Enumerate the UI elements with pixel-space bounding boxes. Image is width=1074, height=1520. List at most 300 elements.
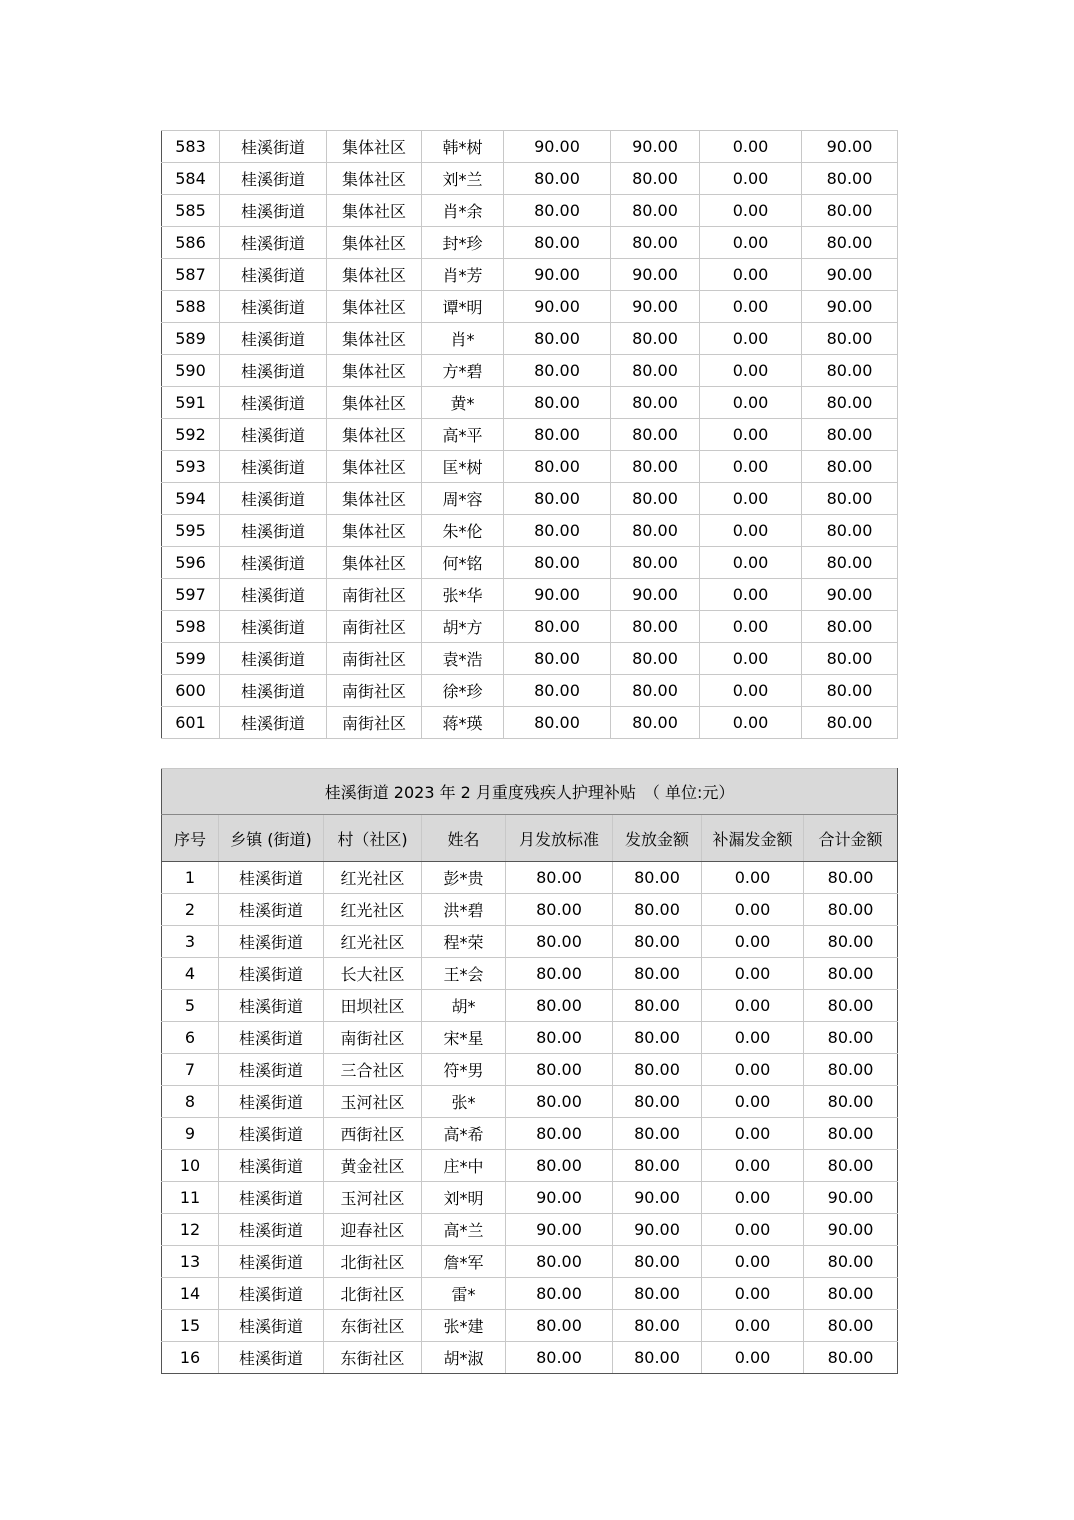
community-cell: 黄金社区 xyxy=(324,1150,422,1182)
table-row xyxy=(162,195,898,227)
town-cell: 桂溪街道 xyxy=(219,990,324,1022)
payment-amount-cell: 90.00 xyxy=(611,131,700,163)
name-cell: 程*荣 xyxy=(422,926,506,958)
town-cell: 桂溪街道 xyxy=(219,1342,324,1374)
town-cell: 桂溪街道 xyxy=(220,643,327,675)
town-cell: 桂溪街道 xyxy=(219,1054,324,1086)
monthly-standard-cell: 90.00 xyxy=(504,131,611,163)
payment-amount-cell: 80.00 xyxy=(613,1278,702,1310)
table-row xyxy=(162,387,898,419)
community-cell: 东街社区 xyxy=(324,1310,422,1342)
town-cell: 桂溪街道 xyxy=(220,131,327,163)
seq-cell: 16 xyxy=(162,1342,219,1374)
total-amount-cell: 80.00 xyxy=(802,355,898,387)
town-cell: 桂溪街道 xyxy=(219,958,324,990)
column-header-seq: 序号 xyxy=(162,815,219,862)
seq-cell: 3 xyxy=(162,926,219,958)
supplement-amount-cell: 0.00 xyxy=(702,1118,804,1150)
name-cell: 方*碧 xyxy=(422,355,504,387)
monthly-standard-cell: 80.00 xyxy=(504,515,611,547)
seq-cell: 15 xyxy=(162,1310,219,1342)
supplement-amount-cell: 0.00 xyxy=(702,958,804,990)
table-header-row xyxy=(162,815,898,862)
table-row xyxy=(162,675,898,707)
table-row xyxy=(162,643,898,675)
town-cell: 桂溪街道 xyxy=(219,926,324,958)
community-cell: 集体社区 xyxy=(327,419,422,451)
total-amount-cell: 80.00 xyxy=(802,419,898,451)
table-row xyxy=(162,990,898,1022)
payment-amount-cell: 90.00 xyxy=(613,1182,702,1214)
supplement-amount-cell: 0.00 xyxy=(700,451,802,483)
community-cell: 集体社区 xyxy=(327,291,422,323)
table-row xyxy=(162,547,898,579)
subsidy-table-continued xyxy=(161,130,898,739)
table-row xyxy=(162,1054,898,1086)
total-amount-cell: 80.00 xyxy=(802,547,898,579)
total-amount-cell: 80.00 xyxy=(802,515,898,547)
town-cell: 桂溪街道 xyxy=(220,291,327,323)
monthly-standard-cell: 80.00 xyxy=(506,1150,613,1182)
table-b-body xyxy=(162,862,898,1374)
table-row xyxy=(162,1246,898,1278)
community-cell: 田坝社区 xyxy=(324,990,422,1022)
total-amount-cell: 80.00 xyxy=(804,1278,898,1310)
total-amount-cell: 80.00 xyxy=(802,483,898,515)
seq-cell: 586 xyxy=(162,227,220,259)
total-amount-cell: 80.00 xyxy=(804,1054,898,1086)
table-row xyxy=(162,1022,898,1054)
community-cell: 集体社区 xyxy=(327,259,422,291)
supplement-amount-cell: 0.00 xyxy=(702,1150,804,1182)
seq-cell: 1 xyxy=(162,862,219,894)
seq-cell: 584 xyxy=(162,163,220,195)
table-title: 桂溪街道 2023 年 2 月重度残疾人护理补贴 （ 单位:元） xyxy=(162,769,898,815)
table-row xyxy=(162,291,898,323)
supplement-amount-cell: 0.00 xyxy=(702,1022,804,1054)
community-cell: 玉河社区 xyxy=(324,1086,422,1118)
column-header-town: 乡镇 (街道) xyxy=(219,815,324,862)
community-cell: 集体社区 xyxy=(327,323,422,355)
total-amount-cell: 80.00 xyxy=(802,675,898,707)
seq-cell: 8 xyxy=(162,1086,219,1118)
table-row xyxy=(162,1118,898,1150)
monthly-standard-cell: 80.00 xyxy=(506,990,613,1022)
seq-cell: 9 xyxy=(162,1118,219,1150)
table-row xyxy=(162,227,898,259)
column-header-community: 村（社区) xyxy=(324,815,422,862)
seq-cell: 593 xyxy=(162,451,220,483)
seq-cell: 590 xyxy=(162,355,220,387)
town-cell: 桂溪街道 xyxy=(220,387,327,419)
monthly-standard-cell: 80.00 xyxy=(504,195,611,227)
town-cell: 桂溪街道 xyxy=(219,1182,324,1214)
column-header-total-amount: 合计金额 xyxy=(804,815,898,862)
town-cell: 桂溪街道 xyxy=(220,483,327,515)
table-row xyxy=(162,323,898,355)
name-cell: 张*建 xyxy=(422,1310,506,1342)
payment-amount-cell: 80.00 xyxy=(611,611,700,643)
monthly-standard-cell: 80.00 xyxy=(506,1342,613,1374)
table-row xyxy=(162,1278,898,1310)
payment-amount-cell: 80.00 xyxy=(613,894,702,926)
total-amount-cell: 80.00 xyxy=(804,1022,898,1054)
community-cell: 集体社区 xyxy=(327,355,422,387)
supplement-amount-cell: 0.00 xyxy=(700,355,802,387)
payment-amount-cell: 80.00 xyxy=(611,195,700,227)
community-cell: 集体社区 xyxy=(327,483,422,515)
table-row xyxy=(162,611,898,643)
town-cell: 桂溪街道 xyxy=(219,1118,324,1150)
total-amount-cell: 80.00 xyxy=(804,958,898,990)
seq-cell: 596 xyxy=(162,547,220,579)
total-amount-cell: 80.00 xyxy=(802,707,898,739)
seq-cell: 4 xyxy=(162,958,219,990)
supplement-amount-cell: 0.00 xyxy=(702,1310,804,1342)
table-row xyxy=(162,1182,898,1214)
name-cell: 庄*中 xyxy=(422,1150,506,1182)
town-cell: 桂溪街道 xyxy=(220,163,327,195)
supplement-amount-cell: 0.00 xyxy=(700,419,802,451)
supplement-amount-cell: 0.00 xyxy=(702,1278,804,1310)
seq-cell: 599 xyxy=(162,643,220,675)
community-cell: 北街社区 xyxy=(324,1246,422,1278)
supplement-amount-cell: 0.00 xyxy=(702,926,804,958)
monthly-standard-cell: 80.00 xyxy=(504,227,611,259)
payment-amount-cell: 80.00 xyxy=(613,990,702,1022)
community-cell: 集体社区 xyxy=(327,547,422,579)
payment-amount-cell: 80.00 xyxy=(611,419,700,451)
total-amount-cell: 90.00 xyxy=(802,259,898,291)
supplement-amount-cell: 0.00 xyxy=(700,579,802,611)
name-cell: 张*华 xyxy=(422,579,504,611)
payment-amount-cell: 80.00 xyxy=(613,1342,702,1374)
community-cell: 南街社区 xyxy=(327,707,422,739)
payment-amount-cell: 80.00 xyxy=(613,1246,702,1278)
total-amount-cell: 80.00 xyxy=(802,611,898,643)
supplement-amount-cell: 0.00 xyxy=(700,483,802,515)
monthly-standard-cell: 90.00 xyxy=(506,1182,613,1214)
community-cell: 北街社区 xyxy=(324,1278,422,1310)
town-cell: 桂溪街道 xyxy=(220,323,327,355)
table-row xyxy=(162,1310,898,1342)
name-cell: 高*平 xyxy=(422,419,504,451)
supplement-amount-cell: 0.00 xyxy=(702,1086,804,1118)
payment-amount-cell: 90.00 xyxy=(611,259,700,291)
community-cell: 红光社区 xyxy=(324,894,422,926)
town-cell: 桂溪街道 xyxy=(220,259,327,291)
column-header-name: 姓名 xyxy=(422,815,506,862)
name-cell: 何*铭 xyxy=(422,547,504,579)
town-cell: 桂溪街道 xyxy=(220,227,327,259)
monthly-standard-cell: 80.00 xyxy=(506,1054,613,1086)
payment-amount-cell: 80.00 xyxy=(611,163,700,195)
payment-amount-cell: 80.00 xyxy=(611,515,700,547)
supplement-amount-cell: 0.00 xyxy=(700,675,802,707)
name-cell: 徐*珍 xyxy=(422,675,504,707)
name-cell: 宋*星 xyxy=(422,1022,506,1054)
total-amount-cell: 80.00 xyxy=(804,926,898,958)
total-amount-cell: 80.00 xyxy=(804,862,898,894)
town-cell: 桂溪街道 xyxy=(219,1310,324,1342)
community-cell: 南街社区 xyxy=(327,675,422,707)
seq-cell: 587 xyxy=(162,259,220,291)
community-cell: 集体社区 xyxy=(327,515,422,547)
table-row xyxy=(162,862,898,894)
monthly-standard-cell: 80.00 xyxy=(504,643,611,675)
payment-amount-cell: 80.00 xyxy=(613,862,702,894)
supplement-amount-cell: 0.00 xyxy=(700,163,802,195)
monthly-standard-cell: 90.00 xyxy=(506,1214,613,1246)
total-amount-cell: 80.00 xyxy=(804,1310,898,1342)
payment-amount-cell: 80.00 xyxy=(611,483,700,515)
seq-cell: 588 xyxy=(162,291,220,323)
town-cell: 桂溪街道 xyxy=(219,1214,324,1246)
supplement-amount-cell: 0.00 xyxy=(702,1214,804,1246)
community-cell: 集体社区 xyxy=(327,195,422,227)
payment-amount-cell: 90.00 xyxy=(611,579,700,611)
seq-cell: 2 xyxy=(162,894,219,926)
town-cell: 桂溪街道 xyxy=(220,707,327,739)
supplement-amount-cell: 0.00 xyxy=(700,387,802,419)
payment-amount-cell: 80.00 xyxy=(611,355,700,387)
table-row xyxy=(162,926,898,958)
total-amount-cell: 80.00 xyxy=(804,1150,898,1182)
community-cell: 红光社区 xyxy=(324,926,422,958)
community-cell: 东街社区 xyxy=(324,1342,422,1374)
payment-amount-cell: 80.00 xyxy=(611,451,700,483)
supplement-amount-cell: 0.00 xyxy=(702,1246,804,1278)
subsidy-table-feb-2023 xyxy=(161,768,898,1374)
community-cell: 南街社区 xyxy=(324,1022,422,1054)
town-cell: 桂溪街道 xyxy=(219,894,324,926)
table-row xyxy=(162,163,898,195)
monthly-standard-cell: 80.00 xyxy=(504,387,611,419)
community-cell: 南街社区 xyxy=(327,643,422,675)
payment-amount-cell: 80.00 xyxy=(611,643,700,675)
town-cell: 桂溪街道 xyxy=(219,1278,324,1310)
name-cell: 詹*军 xyxy=(422,1246,506,1278)
supplement-amount-cell: 0.00 xyxy=(700,291,802,323)
monthly-standard-cell: 80.00 xyxy=(506,1022,613,1054)
monthly-standard-cell: 90.00 xyxy=(504,259,611,291)
name-cell: 袁*浩 xyxy=(422,643,504,675)
community-cell: 迎春社区 xyxy=(324,1214,422,1246)
payment-amount-cell: 80.00 xyxy=(613,1150,702,1182)
name-cell: 高*希 xyxy=(422,1118,506,1150)
table-row xyxy=(162,483,898,515)
total-amount-cell: 80.00 xyxy=(802,451,898,483)
monthly-standard-cell: 80.00 xyxy=(506,1310,613,1342)
seq-cell: 14 xyxy=(162,1278,219,1310)
seq-cell: 601 xyxy=(162,707,220,739)
supplement-amount-cell: 0.00 xyxy=(702,1182,804,1214)
seq-cell: 585 xyxy=(162,195,220,227)
town-cell: 桂溪街道 xyxy=(219,862,324,894)
total-amount-cell: 80.00 xyxy=(802,323,898,355)
column-header-payment-amount: 发放金额 xyxy=(613,815,702,862)
monthly-standard-cell: 80.00 xyxy=(506,1086,613,1118)
town-cell: 桂溪街道 xyxy=(220,419,327,451)
community-cell: 集体社区 xyxy=(327,131,422,163)
seq-cell: 7 xyxy=(162,1054,219,1086)
supplement-amount-cell: 0.00 xyxy=(702,990,804,1022)
town-cell: 桂溪街道 xyxy=(220,515,327,547)
community-cell: 南街社区 xyxy=(327,579,422,611)
total-amount-cell: 80.00 xyxy=(804,1246,898,1278)
supplement-amount-cell: 0.00 xyxy=(700,707,802,739)
seq-cell: 594 xyxy=(162,483,220,515)
community-cell: 三合社区 xyxy=(324,1054,422,1086)
column-header-supplement-amount: 补漏发金额 xyxy=(702,815,804,862)
supplement-amount-cell: 0.00 xyxy=(702,894,804,926)
community-cell: 集体社区 xyxy=(327,387,422,419)
table-row xyxy=(162,579,898,611)
community-cell: 红光社区 xyxy=(324,862,422,894)
column-header-monthly-standard: 月发放标准 xyxy=(506,815,613,862)
supplement-amount-cell: 0.00 xyxy=(700,611,802,643)
total-amount-cell: 80.00 xyxy=(804,1118,898,1150)
payment-amount-cell: 80.00 xyxy=(611,227,700,259)
town-cell: 桂溪街道 xyxy=(219,1022,324,1054)
town-cell: 桂溪街道 xyxy=(220,355,327,387)
total-amount-cell: 80.00 xyxy=(804,1086,898,1118)
total-amount-cell: 80.00 xyxy=(804,990,898,1022)
monthly-standard-cell: 80.00 xyxy=(504,419,611,451)
payment-amount-cell: 80.00 xyxy=(613,958,702,990)
payment-amount-cell: 80.00 xyxy=(611,547,700,579)
town-cell: 桂溪街道 xyxy=(220,611,327,643)
total-amount-cell: 90.00 xyxy=(804,1214,898,1246)
name-cell: 雷* xyxy=(422,1278,506,1310)
payment-amount-cell: 80.00 xyxy=(613,1054,702,1086)
supplement-amount-cell: 0.00 xyxy=(702,862,804,894)
town-cell: 桂溪街道 xyxy=(220,579,327,611)
total-amount-cell: 90.00 xyxy=(804,1182,898,1214)
name-cell: 胡* xyxy=(422,990,506,1022)
name-cell: 刘*明 xyxy=(422,1182,506,1214)
total-amount-cell: 90.00 xyxy=(802,579,898,611)
monthly-standard-cell: 90.00 xyxy=(504,291,611,323)
town-cell: 桂溪街道 xyxy=(220,547,327,579)
payment-amount-cell: 80.00 xyxy=(613,926,702,958)
seq-cell: 597 xyxy=(162,579,220,611)
payment-amount-cell: 80.00 xyxy=(613,1118,702,1150)
table-row xyxy=(162,419,898,451)
table-row xyxy=(162,1150,898,1182)
table-row xyxy=(162,515,898,547)
seq-cell: 10 xyxy=(162,1150,219,1182)
payment-amount-cell: 90.00 xyxy=(613,1214,702,1246)
name-cell: 黄* xyxy=(422,387,504,419)
monthly-standard-cell: 80.00 xyxy=(506,1278,613,1310)
supplement-amount-cell: 0.00 xyxy=(700,515,802,547)
table-row xyxy=(162,894,898,926)
town-cell: 桂溪街道 xyxy=(219,1246,324,1278)
name-cell: 洪*碧 xyxy=(422,894,506,926)
supplement-amount-cell: 0.00 xyxy=(700,643,802,675)
name-cell: 匡*树 xyxy=(422,451,504,483)
monthly-standard-cell: 80.00 xyxy=(506,958,613,990)
community-cell: 西街社区 xyxy=(324,1118,422,1150)
seq-cell: 6 xyxy=(162,1022,219,1054)
town-cell: 桂溪街道 xyxy=(219,1086,324,1118)
name-cell: 蒋*瑛 xyxy=(422,707,504,739)
monthly-standard-cell: 80.00 xyxy=(504,707,611,739)
total-amount-cell: 80.00 xyxy=(804,1342,898,1374)
name-cell: 张* xyxy=(422,1086,506,1118)
payment-amount-cell: 80.00 xyxy=(611,387,700,419)
seq-cell: 592 xyxy=(162,419,220,451)
seq-cell: 591 xyxy=(162,387,220,419)
supplement-amount-cell: 0.00 xyxy=(700,195,802,227)
table-a-body xyxy=(162,131,898,739)
name-cell: 彭*贵 xyxy=(422,862,506,894)
monthly-standard-cell: 90.00 xyxy=(504,579,611,611)
town-cell: 桂溪街道 xyxy=(220,675,327,707)
supplement-amount-cell: 0.00 xyxy=(702,1342,804,1374)
table-row xyxy=(162,1342,898,1374)
name-cell: 胡*淑 xyxy=(422,1342,506,1374)
monthly-standard-cell: 80.00 xyxy=(506,862,613,894)
payment-amount-cell: 90.00 xyxy=(611,291,700,323)
table-row xyxy=(162,1214,898,1246)
payment-amount-cell: 80.00 xyxy=(611,323,700,355)
seq-cell: 5 xyxy=(162,990,219,1022)
seq-cell: 11 xyxy=(162,1182,219,1214)
town-cell: 桂溪街道 xyxy=(219,1150,324,1182)
seq-cell: 589 xyxy=(162,323,220,355)
seq-cell: 595 xyxy=(162,515,220,547)
seq-cell: 13 xyxy=(162,1246,219,1278)
monthly-standard-cell: 80.00 xyxy=(504,355,611,387)
name-cell: 周*容 xyxy=(422,483,504,515)
table-row xyxy=(162,958,898,990)
name-cell: 朱*伦 xyxy=(422,515,504,547)
name-cell: 封*珍 xyxy=(422,227,504,259)
total-amount-cell: 80.00 xyxy=(802,227,898,259)
name-cell: 肖*余 xyxy=(422,195,504,227)
table-row xyxy=(162,707,898,739)
seq-cell: 600 xyxy=(162,675,220,707)
monthly-standard-cell: 80.00 xyxy=(504,323,611,355)
supplement-amount-cell: 0.00 xyxy=(700,259,802,291)
table-row xyxy=(162,355,898,387)
name-cell: 韩*树 xyxy=(422,131,504,163)
monthly-standard-cell: 80.00 xyxy=(504,483,611,515)
payment-amount-cell: 80.00 xyxy=(611,707,700,739)
community-cell: 集体社区 xyxy=(327,451,422,483)
name-cell: 刘*兰 xyxy=(422,163,504,195)
name-cell: 肖* xyxy=(422,323,504,355)
total-amount-cell: 80.00 xyxy=(804,894,898,926)
monthly-standard-cell: 80.00 xyxy=(504,547,611,579)
supplement-amount-cell: 0.00 xyxy=(700,323,802,355)
community-cell: 长大社区 xyxy=(324,958,422,990)
name-cell: 王*会 xyxy=(422,958,506,990)
total-amount-cell: 80.00 xyxy=(802,387,898,419)
supplement-amount-cell: 0.00 xyxy=(702,1054,804,1086)
table-row xyxy=(162,1086,898,1118)
name-cell: 谭*明 xyxy=(422,291,504,323)
table-row xyxy=(162,451,898,483)
payment-amount-cell: 80.00 xyxy=(613,1310,702,1342)
name-cell: 高*兰 xyxy=(422,1214,506,1246)
community-cell: 集体社区 xyxy=(327,163,422,195)
table-row xyxy=(162,131,898,163)
payment-amount-cell: 80.00 xyxy=(611,675,700,707)
community-cell: 玉河社区 xyxy=(324,1182,422,1214)
